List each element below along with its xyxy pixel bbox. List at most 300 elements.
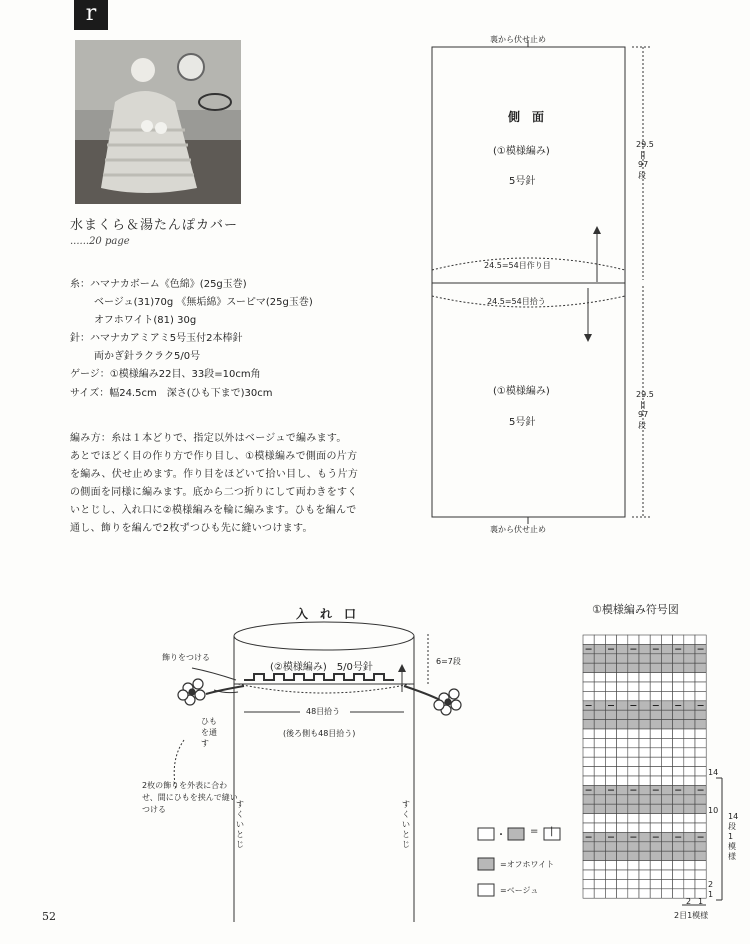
chart-cell (673, 748, 684, 757)
chart-cell (594, 729, 605, 738)
chart-cell (594, 691, 605, 700)
chart-cell (661, 701, 672, 710)
chart-cell (617, 635, 628, 644)
chart-cell (639, 776, 650, 785)
chart-cell (673, 889, 684, 898)
chart-cell (583, 635, 594, 644)
chart-cell (639, 654, 650, 663)
chart-cell (684, 635, 695, 644)
chart-cell (695, 654, 706, 663)
chart-cell (661, 879, 672, 888)
chart-cell (695, 814, 706, 823)
chart-cell (639, 861, 650, 870)
chart-cell (661, 710, 672, 719)
chart-cell (617, 673, 628, 682)
chart-cell (628, 673, 639, 682)
chart-cell (673, 795, 684, 804)
pattern1-label-top: (①模様編み) (493, 146, 550, 157)
chart-cell (695, 842, 706, 851)
pattern1-label-bottom: (①模様編み) (493, 386, 550, 397)
chart-cell (695, 757, 706, 766)
chart-cell (650, 870, 661, 879)
chart-cell (605, 889, 616, 898)
chart-cell (661, 673, 672, 682)
seam-right-label: すくいとじ (402, 800, 410, 849)
chart-cell (639, 729, 650, 738)
chart-cell (583, 757, 594, 766)
chart-cell (617, 870, 628, 879)
chart-cell (583, 720, 594, 729)
item-title: 水まくら＆湯たんぽカバー (70, 218, 239, 233)
chart-cell (650, 823, 661, 832)
chart-cell (695, 861, 706, 870)
chart-cell (650, 861, 661, 870)
chart-cell (583, 814, 594, 823)
chart-cell (628, 748, 639, 757)
chart-cell (605, 663, 616, 672)
chart-cell (673, 663, 684, 672)
chart-cell (639, 851, 650, 860)
legend-dot: ・ (496, 830, 506, 841)
chart-cell (605, 842, 616, 851)
chart-cell (695, 710, 706, 719)
chart-cell (650, 663, 661, 672)
chart-cell (650, 814, 661, 823)
chart-cell (628, 767, 639, 776)
chart-cell (684, 710, 695, 719)
chart-cell (661, 823, 672, 832)
chart-cell (673, 879, 684, 888)
chart-cell (650, 879, 661, 888)
chart-cell (628, 663, 639, 672)
page-reference: ......20 page (70, 236, 130, 247)
chart-cell (673, 861, 684, 870)
chart-cell (639, 785, 650, 794)
chart-cell (583, 776, 594, 785)
chart-cell (650, 842, 661, 851)
attach-ornament-label: 飾りをつける (162, 653, 210, 662)
chart-cell (594, 663, 605, 672)
chart-cell (639, 823, 650, 832)
chart-cell (628, 720, 639, 729)
chart-cell (605, 814, 616, 823)
chart-cell (594, 776, 605, 785)
chart-cell (628, 879, 639, 888)
chart-cell (673, 635, 684, 644)
chart-cell (695, 748, 706, 757)
chart-cell (639, 832, 650, 841)
chart-cell (628, 889, 639, 898)
chart-cell (673, 814, 684, 823)
dim-eq-b: || (640, 400, 646, 409)
chart-cell (684, 814, 695, 823)
chart-cell (639, 757, 650, 766)
chart-cell (639, 710, 650, 719)
chart-cell (594, 644, 605, 653)
chart-cell (684, 701, 695, 710)
chart-cell (583, 710, 594, 719)
chart-cell (684, 851, 695, 860)
chart-cell (639, 889, 650, 898)
dim-top: 29.5 (636, 140, 654, 149)
chart-cell (684, 738, 695, 747)
chart-cell (583, 673, 594, 682)
materials-needle-line2: 両かぎ針ラクラク5/0号 (94, 351, 201, 362)
chart-row2: 2 (708, 880, 714, 889)
chart-cell (684, 861, 695, 870)
chart-cell (605, 776, 616, 785)
chart-cell (594, 701, 605, 710)
chart-cell (650, 682, 661, 691)
chart-cell (639, 870, 650, 879)
chart-cell (650, 748, 661, 757)
chart-cell (639, 795, 650, 804)
chart-cell (639, 720, 650, 729)
chart-cell (639, 644, 650, 653)
chart-col1: 1 (698, 897, 704, 906)
chart-cell (628, 814, 639, 823)
materials-yarn-line3: オフホワイト(81) 30g (94, 315, 197, 326)
bind-off-bottom-label: 裏から伏せ止め (490, 525, 546, 534)
chart-cell (594, 842, 605, 851)
chart-cell (661, 635, 672, 644)
chart-cell (617, 879, 628, 888)
chart-cell (617, 795, 628, 804)
chart-cell (695, 879, 706, 888)
chart-cell (617, 889, 628, 898)
seam-left-label: すくいとじ (236, 800, 244, 849)
chart-cell (583, 654, 594, 663)
chart-cell (617, 644, 628, 653)
chart-cell (605, 861, 616, 870)
chart-cell (684, 879, 695, 888)
legend-symbol: | (550, 826, 554, 837)
chart-cell (583, 870, 594, 879)
dim-rows-b: 97 (638, 410, 649, 419)
chart-cell (617, 682, 628, 691)
chart-cell (673, 673, 684, 682)
chart-cell (628, 776, 639, 785)
chart-cell (605, 673, 616, 682)
chart-cell (673, 757, 684, 766)
chart-cell (605, 654, 616, 663)
chart-cell (684, 785, 695, 794)
chart-cell (684, 767, 695, 776)
cord-through-label: ひもを通す (201, 717, 217, 748)
side-panel-top (432, 47, 625, 283)
chart-cell (695, 804, 706, 813)
materials-size: サイズ：幅24.5cm 深さ(ひも下まで)30cm (70, 388, 273, 399)
chart-cell (617, 748, 628, 757)
chart-cell (605, 710, 616, 719)
chart-cell (673, 767, 684, 776)
pick-up-label: 24.5=54目拾う (487, 297, 546, 306)
chart-cell (594, 738, 605, 747)
chart-cell (639, 682, 650, 691)
chart-cell (583, 748, 594, 757)
chart-cell (673, 842, 684, 851)
chart-cell (695, 682, 706, 691)
chart-cell (695, 729, 706, 738)
chart-cell (617, 663, 628, 672)
chart-cell (661, 682, 672, 691)
chart-cell (583, 795, 594, 804)
chart-cell (695, 795, 706, 804)
chart-cell (594, 851, 605, 860)
chart-col2: 2 (686, 897, 692, 906)
opening-label: 入 れ 口 (296, 607, 357, 621)
chart-cell (617, 701, 628, 710)
chart-cell (650, 654, 661, 663)
pattern2-label: (②模様編み) 5/0号針 (270, 662, 373, 673)
chart-cell (583, 729, 594, 738)
chart-cell (684, 682, 695, 691)
chart-cell (628, 729, 639, 738)
chart-cell (650, 635, 661, 644)
chart-cell (628, 861, 639, 870)
chart-cell (695, 738, 706, 747)
chart-cell (605, 851, 616, 860)
chart-cell (639, 814, 650, 823)
chart-cell (695, 767, 706, 776)
chart-cell (695, 720, 706, 729)
chart-cell (628, 635, 639, 644)
ornament-left (178, 679, 205, 705)
chart-cell (661, 785, 672, 794)
chart-cell (661, 832, 672, 841)
chart-cell (617, 804, 628, 813)
chart-cell (583, 804, 594, 813)
chart-cell (628, 691, 639, 700)
chart-cell (673, 870, 684, 879)
ornament-right (434, 689, 461, 715)
materials-yarn: 糸：ハマナカボーム《色綿》(25g玉巻) (70, 279, 247, 290)
chart-cell (650, 691, 661, 700)
chart-cell (594, 861, 605, 870)
chart-cell (605, 691, 616, 700)
chart-cell (684, 654, 695, 663)
chart-cell (617, 832, 628, 841)
chart-cell (661, 757, 672, 766)
chart-cell (650, 767, 661, 776)
chart-cell (684, 748, 695, 757)
chart-cell (673, 720, 684, 729)
chart-cell (684, 720, 695, 729)
chart-cell (684, 691, 695, 700)
chart-cell (639, 691, 650, 700)
chart-cell (661, 861, 672, 870)
chart-cell (661, 663, 672, 672)
chart-cell (605, 635, 616, 644)
chart-cell (617, 814, 628, 823)
chart-cell (695, 663, 706, 672)
chart-cell (628, 654, 639, 663)
chart-cell (661, 691, 672, 700)
knitting-method: 編み方：糸は１本どりで、指定以外はベージュで編みます。 あとでほどく目の作り方で作り目し、①模様編みで側面の片方を編み、伏せ止めます。作り目をほどいて拾い目し、もう片方の側面を同様に編みます。底から二つ折りにして両わきをすくいとじし、入れ口に②模様編みを輪に編みます。ひもを編んで通し、飾りを編んで2枚ずつひも先に縫いつけます。 (70, 433, 359, 534)
chart-cell (684, 823, 695, 832)
dim-unit: 段 (638, 171, 646, 180)
chart-cell (695, 776, 706, 785)
chart-cell (639, 748, 650, 757)
chart-cell (684, 832, 695, 841)
chart-cell (695, 691, 706, 700)
chart-cell (639, 842, 650, 851)
chart-cell (673, 804, 684, 813)
chart-cell (673, 682, 684, 691)
side-label: 側 面 (508, 110, 545, 124)
chart-cell (628, 757, 639, 766)
side-panel-bottom (432, 283, 625, 517)
chart-cell (695, 823, 706, 832)
chart-cell (684, 673, 695, 682)
needle-label-top: 5号針 (509, 176, 536, 187)
legend-beige: =ベージュ (500, 886, 539, 895)
chart-cell (583, 851, 594, 860)
chart-cell (639, 767, 650, 776)
chart-cell (605, 720, 616, 729)
chart-cell (594, 757, 605, 766)
chart-cell (583, 682, 594, 691)
chart-cell (684, 663, 695, 672)
chart-cell (673, 654, 684, 663)
chart-cell (661, 851, 672, 860)
chart-side-label: 14段1模様 (728, 812, 739, 861)
chart-cell (594, 785, 605, 794)
chart-cell (583, 842, 594, 851)
chart-cell (617, 851, 628, 860)
needle-label-bottom: 5号針 (509, 417, 536, 428)
chart-cell (594, 682, 605, 691)
chart-cell (650, 720, 661, 729)
chart-cell (661, 870, 672, 879)
chart-cell (605, 804, 616, 813)
cast-on-label: 24.5=54目作り目 (484, 261, 551, 270)
chart-cell (605, 795, 616, 804)
materials-gauge: ゲージ：①模様編み22目、33段=10cm角 (70, 369, 261, 380)
chart-cell (594, 748, 605, 757)
chart-cell (673, 851, 684, 860)
chart-cell (650, 729, 661, 738)
chart-cell (594, 879, 605, 888)
chart-row1: 1 (708, 890, 714, 899)
dim-unit-b: 段 (638, 421, 646, 430)
chart-cell (684, 795, 695, 804)
chart-cell (594, 823, 605, 832)
chart-cell (594, 635, 605, 644)
chart-cell (617, 691, 628, 700)
chart-cell (650, 776, 661, 785)
back48-label: (後ろ側も48目拾う) (283, 729, 356, 738)
chart-cell (605, 729, 616, 738)
chart-cell (594, 673, 605, 682)
chart-cell (594, 889, 605, 898)
chart-cell (617, 720, 628, 729)
section-badge: r (74, 0, 108, 30)
chart-cell (594, 720, 605, 729)
chart-cell (583, 663, 594, 672)
chart-cell (650, 710, 661, 719)
chart-cell (661, 776, 672, 785)
chart-cell (583, 738, 594, 747)
chart-cell (661, 644, 672, 653)
chart-cell (639, 663, 650, 672)
chart-cell (594, 767, 605, 776)
chart-cell (583, 691, 594, 700)
legend-offwhite: =オフホワイト (500, 860, 555, 869)
chart-cell (594, 832, 605, 841)
chart-cell (673, 776, 684, 785)
chart-cell (673, 738, 684, 747)
chart-cell (684, 776, 695, 785)
dim-top-b: 29.5 (636, 390, 654, 399)
chart-cell (605, 738, 616, 747)
materials-yarn-line2: ベージュ(31)70g 《無垢綿》スーピマ(25g玉巻) (94, 297, 313, 308)
chart-cell (617, 842, 628, 851)
chart-cell (617, 861, 628, 870)
chart-cell (617, 757, 628, 766)
chart-cell (605, 757, 616, 766)
chart-cell (617, 785, 628, 794)
chart-title: ①模様編み符号図 (592, 603, 679, 616)
chart-cell (639, 701, 650, 710)
chart-cell (661, 654, 672, 663)
chart-cell (650, 757, 661, 766)
chart-cell (594, 870, 605, 879)
chart-cell (661, 842, 672, 851)
chart-cell (583, 823, 594, 832)
chart-cell (628, 851, 639, 860)
legend-equals: = (530, 826, 539, 837)
page-number: 52 (42, 910, 56, 923)
chart-cell (605, 823, 616, 832)
chart-cell (673, 691, 684, 700)
ornament-note: 2枚の飾りを外表に合わせ、間にひもを挟んで縫いつける (142, 781, 238, 814)
chart-cell (628, 795, 639, 804)
chart-cell (673, 729, 684, 738)
chart-cell (594, 654, 605, 663)
chart-cell (617, 738, 628, 747)
chart-cell (661, 767, 672, 776)
chart-row10: 10 (708, 806, 719, 815)
chart-cell (684, 842, 695, 851)
chart-cell (639, 804, 650, 813)
chart-cell (650, 795, 661, 804)
chart-cell (617, 767, 628, 776)
chart-cell (594, 804, 605, 813)
chart-cell (650, 851, 661, 860)
chart-cell (661, 804, 672, 813)
chart-cell (661, 748, 672, 757)
chart-cell (605, 767, 616, 776)
chart-cell (684, 729, 695, 738)
chart-cell (650, 889, 661, 898)
chart-cell (583, 889, 594, 898)
chart-cell (605, 879, 616, 888)
chart-cell (628, 870, 639, 879)
pickup48-label: 48目拾う (306, 707, 341, 716)
chart-bottom-label: 2目1模様 (674, 911, 709, 920)
chart-cell (661, 729, 672, 738)
chart-cell (639, 673, 650, 682)
chart-cell (695, 851, 706, 860)
dim-eq: || (640, 150, 646, 159)
chart-cell (684, 870, 695, 879)
chart-cell (661, 889, 672, 898)
chart-cell (650, 804, 661, 813)
chart-cell (594, 710, 605, 719)
chart-cell (684, 757, 695, 766)
chart-cell (673, 710, 684, 719)
